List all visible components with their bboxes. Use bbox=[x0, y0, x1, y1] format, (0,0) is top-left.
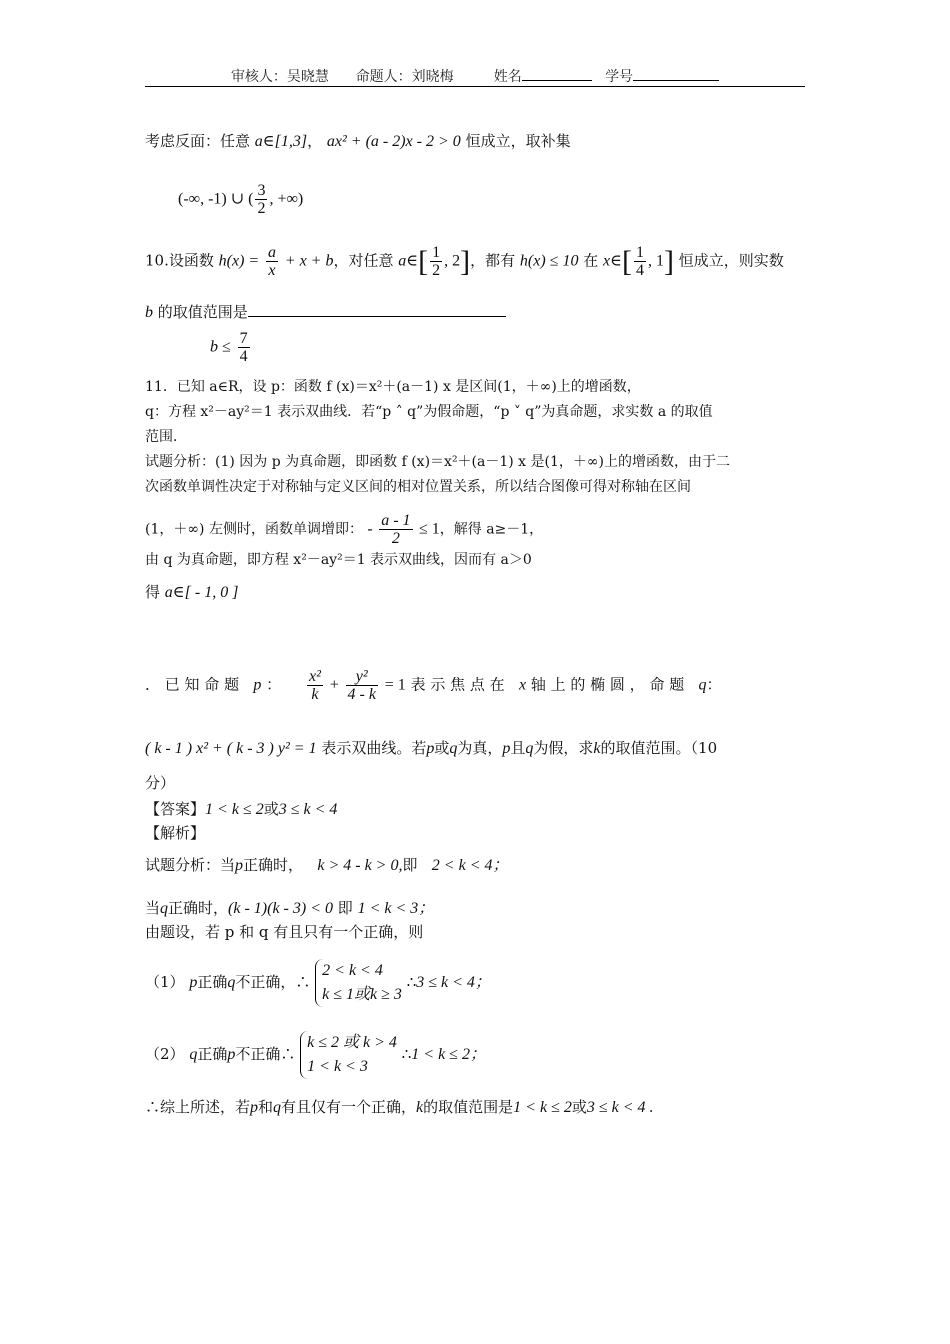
name-blank[interactable] bbox=[522, 80, 592, 81]
math-interval-end: , 1 bbox=[647, 252, 664, 270]
numerator: a bbox=[267, 244, 276, 261]
q12-line-2 bbox=[145, 738, 717, 759]
numerator: 1 bbox=[432, 244, 441, 261]
q10-label: 10.设函数 bbox=[145, 251, 214, 270]
text: 轴 上 的 椭 圆 ， 命 题 bbox=[530, 675, 685, 694]
id-blank[interactable] bbox=[633, 80, 719, 81]
text: ∴ bbox=[401, 1045, 412, 1063]
q11-line-8 bbox=[145, 582, 238, 603]
numerator: 7 bbox=[239, 330, 248, 347]
math-answer-2: 3 ≤ k < 4 bbox=[278, 801, 338, 818]
math-answer-1: 1 < k ≤ 2 bbox=[205, 801, 264, 818]
fraction-y2-4-k bbox=[346, 668, 378, 703]
text: 即 bbox=[402, 856, 418, 874]
reviewer: 审核人：吴晓慧 bbox=[230, 69, 329, 85]
math-q: q bbox=[698, 676, 707, 694]
text: 即 bbox=[337, 899, 353, 917]
text: ∴ bbox=[406, 973, 417, 991]
math-p: p bbox=[189, 974, 198, 991]
math-q: q bbox=[525, 740, 534, 757]
text: （1） bbox=[145, 973, 185, 991]
numerator: 3 bbox=[257, 182, 266, 199]
math-hyperbola: ( k - 1 ) x² + ( k - 3 ) y² = 1 bbox=[145, 740, 317, 757]
text: ，对任意 bbox=[333, 251, 394, 270]
math-x: x bbox=[518, 676, 527, 694]
equals-one: = 1 bbox=[384, 676, 406, 694]
plus: + bbox=[329, 676, 339, 694]
text: 正确 bbox=[197, 1045, 228, 1063]
text: 不正确，∴ bbox=[235, 973, 311, 991]
system-line-1: k ≤ 2 或 k > 4 bbox=[307, 1034, 397, 1051]
math-p-condition: k > 4 - k > 0, bbox=[317, 857, 403, 874]
case-2-system bbox=[300, 1031, 397, 1079]
numerator: x² bbox=[309, 668, 321, 685]
math-p-result: 2 < k < 4； bbox=[431, 857, 509, 874]
text: 且 bbox=[510, 739, 526, 757]
math-set-end: , +∞) bbox=[269, 190, 304, 208]
analysis-line-1 bbox=[145, 855, 509, 876]
question-10: 10.设函数 h(x) = $\frac{a}{x}$ + x + b，对任意 a∈[ $\frac{1}{2}$ , 2]，都有 h(x) ≤ 10 在 x∈[ $\frac{1}{4}$ , 1] 恒成立，则实数 bbox=[145, 244, 784, 279]
text: ，都有 bbox=[470, 251, 516, 270]
math-q: q bbox=[227, 974, 236, 991]
text: 正确 bbox=[197, 973, 228, 991]
math-interval-end: , 2 bbox=[444, 252, 461, 270]
math-case-2-result: 1 < k ≤ 2； bbox=[411, 1046, 486, 1063]
text: 或 bbox=[571, 1098, 587, 1116]
math-q: q bbox=[449, 740, 458, 757]
text: 为真， bbox=[457, 739, 503, 757]
math-a-in: a∈ bbox=[398, 252, 419, 270]
text: 正确时， bbox=[243, 856, 304, 874]
math-set: (-∞, -1) ∪ ( bbox=[178, 190, 254, 208]
text: 当 bbox=[145, 899, 161, 917]
math-final-1: 1 < k ≤ 2 bbox=[513, 1099, 572, 1116]
math-inequality: ax² + (a - 2)x - 2 > 0 bbox=[326, 133, 461, 150]
math-p: p bbox=[253, 676, 262, 694]
page-header bbox=[145, 66, 805, 86]
math-h-rest: + x + b bbox=[284, 252, 334, 270]
text: 得 bbox=[145, 583, 161, 601]
text: 的取值范围是 bbox=[157, 303, 248, 321]
math-q-condition: (k - 1)(k - 3) < 0 bbox=[228, 900, 333, 917]
text: 或 bbox=[434, 739, 450, 757]
author: 命题人：刘晓梅 bbox=[355, 69, 454, 85]
system-line-2: k ≤ 1或k ≥ 3 bbox=[322, 986, 402, 1003]
header-rule bbox=[145, 86, 805, 87]
id-label: 学号 bbox=[605, 69, 634, 85]
name-label: 姓名 bbox=[493, 69, 522, 85]
text: 表示双曲线。若 bbox=[321, 739, 427, 757]
fraction-x2-k bbox=[307, 668, 323, 703]
q12-line-1 bbox=[145, 668, 722, 703]
math-a-range: a∈[1,3] bbox=[254, 133, 308, 150]
text: ． 已 知 命 题 bbox=[145, 675, 240, 694]
case-2 bbox=[145, 1030, 486, 1079]
math-hx-le: h(x) ≤ 10 bbox=[519, 252, 579, 270]
denominator: 4 bbox=[635, 262, 644, 279]
q11-line-1: 11．已知 a∈R，设 p：函数 f (x)＝x²＋(a－1) x 是区间(1，＋∞)上的增函数， bbox=[145, 379, 641, 395]
math-h: h(x) = bbox=[218, 252, 260, 270]
q11-line-5: 次函数单调性决定于对称轴与定义区间的相对位置关系，所以结合图像可得对称轴在区间 bbox=[145, 479, 691, 495]
math-q-result: 1 < k < 3； bbox=[357, 900, 435, 917]
math-p: p bbox=[250, 1099, 259, 1116]
colon: ： bbox=[266, 675, 282, 694]
fraction-a-1-over-2 bbox=[379, 512, 412, 547]
system-line-2: 1 < k < 3 bbox=[307, 1058, 368, 1075]
text: 恒成立，则实数 bbox=[678, 251, 784, 270]
math-k: k bbox=[416, 1099, 424, 1116]
text: ，解得 a≥－1， bbox=[439, 521, 544, 538]
math-p: p bbox=[426, 740, 435, 757]
analysis-line-2 bbox=[145, 898, 434, 919]
q11-line-7: 由 q 为真命题，即方程 x²－ay²＝1 表示双曲线，因而有 a＞0 bbox=[145, 552, 532, 568]
conclusion bbox=[145, 1097, 654, 1118]
q10-line-2 bbox=[145, 302, 506, 323]
fraction-3-2 bbox=[255, 182, 267, 217]
math-b: b bbox=[145, 304, 153, 321]
text: 和 bbox=[258, 1098, 274, 1116]
text: 或 bbox=[263, 800, 279, 818]
denominator: 4 bbox=[239, 348, 248, 365]
math-neg: - bbox=[367, 520, 373, 538]
case-1 bbox=[145, 958, 491, 1007]
denominator: x bbox=[268, 262, 276, 279]
denominator: k bbox=[311, 686, 319, 703]
math-p: p bbox=[227, 1046, 236, 1063]
q11-line-2: q：方程 x²－ay²＝1 表示双曲线．若“p ˄ q”为假命题，“p ˅ q”为真命题，求实数 a 的取值 bbox=[145, 404, 713, 420]
denominator: 2 bbox=[432, 262, 441, 279]
text: 的取值范围是 bbox=[423, 1098, 514, 1116]
analysis-label: 【解析】 bbox=[145, 824, 206, 842]
numerator: y² bbox=[346, 668, 378, 686]
text: (1，＋∞) 左侧时，函数单调增即： bbox=[145, 521, 363, 538]
answer-line bbox=[145, 799, 337, 820]
text: 恒成立，取补集 bbox=[465, 132, 571, 150]
math-p: p bbox=[502, 740, 511, 757]
answer-blank[interactable] bbox=[248, 316, 506, 317]
math-q: q bbox=[160, 900, 169, 917]
math-k: k bbox=[593, 740, 601, 757]
fraction-1-4 bbox=[634, 244, 646, 279]
q11-line-6 bbox=[145, 512, 543, 547]
q12-line-3: 分） bbox=[145, 774, 176, 792]
text: 不正确∴ bbox=[235, 1045, 296, 1063]
q11-line-4: 试题分析：(1) 因为 p 为真命题，即函数 f (x)＝x²＋(a－1) x 是(1，＋∞)上的增函数，由于二 bbox=[145, 454, 731, 470]
math-b-le: b ≤ bbox=[210, 338, 231, 356]
math-p: p bbox=[235, 857, 244, 874]
math-le1: ≤ 1 bbox=[418, 520, 440, 538]
fraction-1-2 bbox=[430, 244, 442, 279]
denominator: 4 - k bbox=[347, 686, 376, 703]
denominator: 2 bbox=[257, 200, 266, 217]
fraction-7-4 bbox=[238, 330, 250, 365]
text: ∴综上所述，若 bbox=[145, 1098, 251, 1116]
text: 在 bbox=[583, 251, 599, 270]
text: （2） bbox=[145, 1045, 185, 1063]
answer-label: 【答案】 bbox=[145, 800, 206, 818]
math-q: q bbox=[273, 1099, 282, 1116]
text: 考虑反面：任意 bbox=[145, 132, 251, 150]
q10-answer bbox=[210, 330, 252, 365]
q11-line-3: 范围． bbox=[145, 429, 187, 445]
denominator: 2 bbox=[391, 530, 400, 547]
colon: ： bbox=[706, 675, 722, 694]
text: 试题分析：当 bbox=[145, 856, 236, 874]
text: 正确时， bbox=[168, 899, 229, 917]
line-complement-set bbox=[178, 182, 303, 217]
math-case-1-result: 3 ≤ k < 4； bbox=[416, 974, 491, 991]
math-q: q bbox=[189, 1046, 198, 1063]
system-line-1: 2 < k < 4 bbox=[322, 962, 383, 979]
text: 有且仅有一个正确， bbox=[281, 1098, 417, 1116]
analysis-line-3: 由题设，若 p 和 q 有且只有一个正确，则 bbox=[145, 923, 424, 941]
math-a-range-result: a∈[ - 1, 0 ] bbox=[164, 584, 239, 601]
math-x-in: x∈ bbox=[603, 252, 622, 270]
numerator: a - 1 bbox=[381, 512, 411, 529]
text: 为假，求 bbox=[533, 739, 594, 757]
math-final-2: 3 ≤ k < 4 . bbox=[586, 1099, 654, 1116]
text: 的取值范围。（10 bbox=[600, 739, 718, 757]
numerator: 1 bbox=[635, 244, 644, 261]
text: 表 示 焦 点 在 bbox=[410, 675, 505, 694]
fraction-a-x bbox=[266, 244, 278, 279]
line-complement: 考虑反面：任意 a∈[1,3]， ax² + (a - 2)x - 2 > 0 恒成立，取补集 bbox=[145, 132, 571, 150]
case-1-system bbox=[315, 959, 402, 1007]
